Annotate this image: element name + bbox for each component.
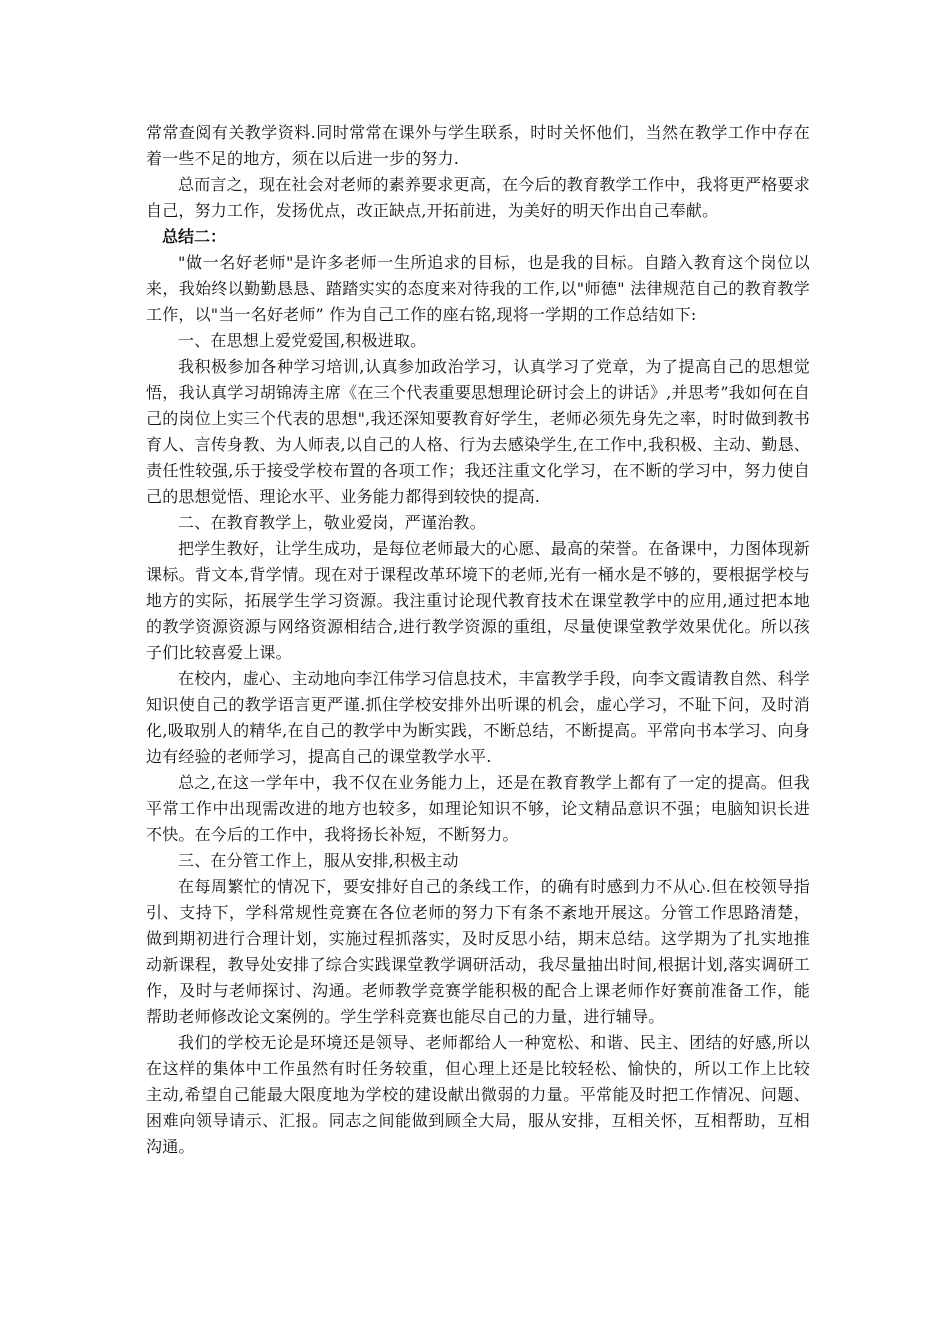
paragraph-management-1: 在每周繁忙的情况下，要安排好自己的条线工作，的确有时感到力不从心.但在校领导指引、支持下，学科常规性竞赛在各位老师的努力下有条不紊地开展这。分管工作思路清楚，做到期初进行合理计划，实施过程抓落实，及时反思小结，期末总结。这学期为了扎实地推动新课程，教导处安排了综合实践课堂教学调研活动，我尽量抽出时间,根据计划,落实调研工作，及时与老师探讨、沟通。老师教学竞赛学能积极的配合上课老师作好赛前准备工作，能帮助老师修改论文案例的。学生学科竞赛也能尽自己的力量，进行辅导。 [146,877,810,1026]
paragraph-teaching-3: 总之,在这一学年中，我不仅在业务能力上，还是在教育教学上都有了一定的提高。但我平常工作中出现需改进的地方也较多，如理论知识不够，论文精品意识不强；电脑知识长进不快。在今后的工作中，我将扬长补短，不断努力。 [146,773,810,844]
paragraph-ideology: 我积极参加各种学习培训,认真参加政治学习，认真学习了党章，为了提高自己的思想觉悟，我认真学习胡锦涛主席《在三个代表重要思想理论研讨会上的讲话》,并思考”我如何在自己的岗位上实三个代表的思想",我还深知要教育好学生，老师必须先身先之率，时时做到教书育人、言传身教、为人师表,以自己的人格、行为去感染学生,在工作中,我积极、主动、勤恳、责任性较强,乐于接受学校布置的各项工作；我还注重文化学习，在不断的学习中，努力使自己的思想觉悟、理论水平、业务能力都得到较快的提高. [146,357,810,506]
subheading-management: 三、在分管工作上，服从安排,积极主动 [178,851,459,870]
subheading-teaching: 二、在教育教学上，敬业爱岗，严谨治教。 [178,513,486,532]
section-heading-summary-two: 总结二： [162,227,227,246]
paragraph-continuation: 常常查阅有关教学资料.同时常常在课外与学生联系，时时关怀他们，当然在教学工作中存在着一些不足的地方，须在以后进一步的努力. [146,123,810,168]
document-page [146,120,810,1160]
paragraph-teaching-1: 把学生教好，让学生成功，是每位老师最大的心愿、最高的荣誉。在备课中，力图体现新课标。背文本,背学情。现在对于课程改革环境下的老师,光有一桶水是不够的，要根据学校与地方的实际，拓展学生学习资源。我注重讨论现代教育技术在课堂教学中的应用,通过把本地的教学资源资源与网络资源相结合,进行教学资源的重组，尽量使课堂教学效果优化。所以孩子们比较喜爱上课。 [146,539,810,662]
paragraph-management-2: 我们的学校无论是环境还是领导、老师都给人一种宽松、和谐、民主、团结的好感,所以在这样的集体中工作虽然有时任务较重，但心理上还是比较轻松、愉快的，所以工作上比较主动,希望自己能最大限度地为学校的建设献出微弱的力量。平常能及时把工作情况、问题、困难向领导请示、汇报。同志之间能做到顾全大局，服从安排，互相关怀，互相帮助，互相沟通。 [146,1033,810,1156]
paragraph-intro: "做一名好老师"是许多老师一生所追求的目标，也是我的目标。自踏入教育这个岗位以来，我始终以勤勤恳恳、踏踏实实的态度来对待我的工作,以"师德" 法律规范自己的教育教学工作，以"当一名好老师” 作为自己工作的座右铭,现将一学期的工作总结如下: [146,253,810,324]
paragraph-teaching-2: 在校内，虚心、主动地向李江伟学习信息技术，丰富教学手段，向李文霞请教自然、科学知识使自己的教学语言更严谨.抓住学校安排外出听课的机会，虚心学习，不耻下问，及时消化,吸取别人的精华,在自己的教学中为断实践，不断总结，不断提高。平常向书本学习、向身边有经验的老师学习，提高自己的课堂教学水平. [146,669,810,766]
subheading-ideology: 一、在思想上爱党爱国,积极进取。 [178,331,427,350]
paragraph-conclusion: 总而言之，现在社会对老师的素养要求更高，在今后的教育教学工作中，我将更严格要求自己，努力工作，发扬优点，改正缺点,开拓前进，为美好的明天作出自己奉献。 [146,175,810,220]
